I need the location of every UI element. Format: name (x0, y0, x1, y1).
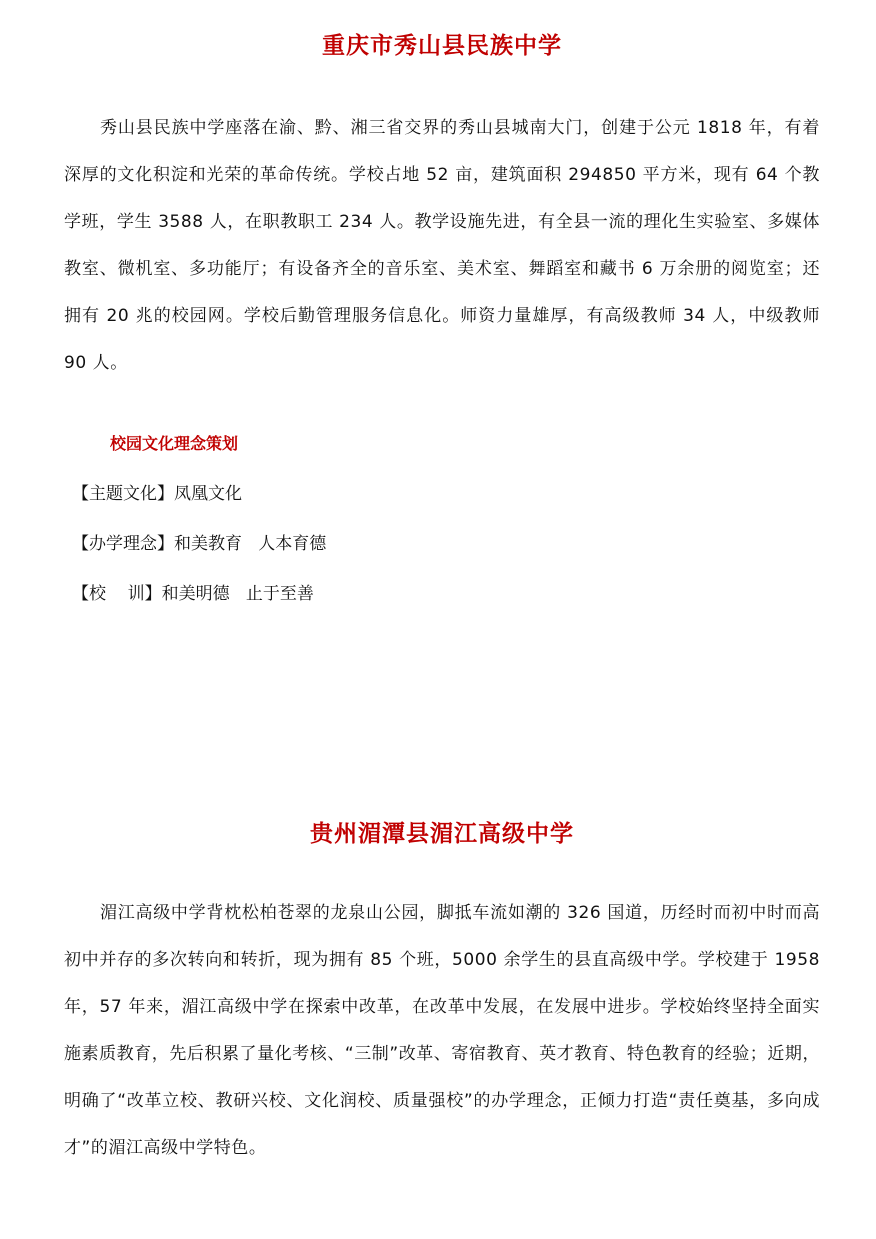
subheading: 校园文化理念策划 (110, 434, 239, 453)
school-section-meijiang (64, 818, 820, 1172)
concept-list (72, 469, 820, 619)
concept-school-philosophy: 【办学理念】和美教育 人本育德 (72, 534, 327, 554)
concept-school-motto: 【校 训】和美明德 止于至善 (72, 584, 314, 604)
section-paragraph: 秀山县民族中学座落在渝、黔、湘三省交界的秀山县城南大门，创建于公元 1818 年，有着深厚的文化积淀和光荣的革命传统。学校占地 52 亩，建筑面积 294850 平方米，现有 64 个教学班，学生 3588 人，在职教职工 234 人。教学设施先进，有全县一流的理化生实验室、多媒体教室、微机室、多功能厅；有设备齐全的音乐室、美术室、舞蹈室和藏书 6 万余册的阅览室；还拥有 20 兆的校园网。学校后勤管理服务信息化。师资力量雄厚，有高级教师 34 人，中级教师 90 人。 (64, 118, 820, 373)
school-section-xiushan (64, 30, 820, 619)
section-paragraph: 湄江高级中学背枕松柏苍翠的龙泉山公园，脚抵车流如潮的 326 国道，历经时而初中时而高初中并存的多次转向和转折，现为拥有 85 个班，5000 余学生的县直高级中学。学校建于 1958 年，57 年来，湄江高级中学在探索中改革，在改革中发展，在发展中进步。学校始终坚持全面实施素质教育，先后积累了量化考核、“三制”改革、寄宿教育、英才教育、特色教育的经验；近期，明确了“改革立校、教研兴校、文化润校、质量强校”的办学理念，正倾力打造“责任奠基，多向成才”的湄江高级中学特色。 (64, 903, 820, 1158)
section-title: 重庆市秀山县民族中学 (322, 33, 562, 59)
section-title: 贵州湄潭县湄江高级中学 (310, 821, 574, 847)
concept-theme-culture: 【主题文化】凤凰文化 (72, 484, 242, 504)
